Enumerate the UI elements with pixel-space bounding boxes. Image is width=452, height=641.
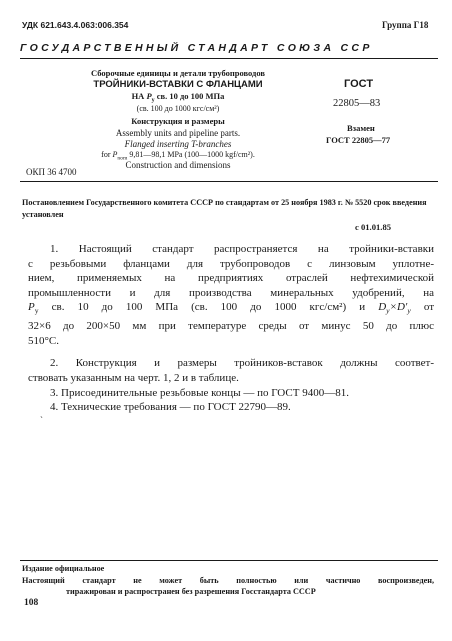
gost-label: ГОСТ [344,78,374,90]
copyright-line-2: тиражирован и распространен без разрешения Госстандарта СССР [66,587,316,596]
p1-line-5a: св. 10 до 100 МПа (св. 100 до 1000 кгс/см²) и [51,301,366,314]
title-pressure-suffix: св. 10 до 100 МПа [156,91,225,101]
official-edition: Издание официальное [22,564,105,573]
title-english-2: Flanged inserting T-branches [124,139,232,149]
bottom-divider [20,560,438,561]
okp-code: ОКП 36 4700 [26,167,77,177]
pressure-symbol-body: P [28,301,35,314]
top-divider [20,58,438,59]
english-pressure-symbol: P [112,150,118,159]
p1-line-3: нием, применяемых на предприятиях отраслей нефтехимической [28,272,434,285]
title-english-1: Assembly units and pipeline parts. [115,128,241,138]
stray-mark: ˎ [40,408,43,418]
p4-line: 4. Технические требования — по ГОСТ 22790—89. [50,401,291,413]
paragraph-4 [28,400,434,415]
replace-label: Взамен [347,123,375,133]
p2-line-2: ствовать указанным на черт. 1, 2 и в таблице. [28,371,239,384]
p3-line: 3. Присоединительные резьбовые концы — по ГОСТ 9400—81. [50,387,349,399]
p1-line-5 [28,300,434,319]
page-number: 108 [24,598,39,608]
title-main: ТРОЙНИКИ-ВСТАВКИ С ФЛАНЦАМИ [93,79,263,90]
okp-divider [20,181,438,182]
p2-line-1: 2. Конструкция и размеры тройников-вставок должны соответ- [50,357,434,369]
diameter-symbol: $D_y\times D'_y$ [378,301,411,316]
pressure-symbol: P [146,91,152,101]
paragraph-3 [28,386,434,401]
title-english-3: Construction and dimensions [125,160,231,170]
p1-line-4: промышленности и для производства минеральных удобрений, на [28,286,434,299]
title-line-1: Сборочные единицы и детали трубопроводов [91,68,265,78]
group-code: Группа Г18 [382,20,429,30]
p1-line-2: с резьбовыми фланцами для трубопроводов с линзовым уплотне- [28,257,434,270]
pressure-sub-body: у [34,306,39,316]
copyright-line-1: Настоящий стандарт не может быть полностью или частично воспроизведен, [22,576,434,585]
udk-code: УДК 621.643.4.063:006.354 [22,20,129,30]
title-pressure-prefix: НА [131,91,145,101]
p1-line-5b: от [423,301,435,314]
english-pressure-prefix: for [101,150,111,159]
p1-line-6: 32×6 до 200×50 мм при температуре среды от минус 50 до плюс [28,320,434,333]
title-construction: Конструкция и размеры [131,116,225,126]
decree-text: Постановлением Государственного комитета СССР по стандартам от 25 ноября 1983 г. № 5520 срок введения установлен [22,198,427,219]
p1-line-1: 1. Настоящий стандарт распространяется на тройники-вставки [50,243,434,255]
title-pressure-kgf: (св. 100 до 1000 кгс/см²) [136,104,220,113]
paragraph-2 [28,356,434,385]
pressure-subscript: у [151,97,155,104]
paragraph-1 [28,242,434,348]
standard-name: ГОСУДАРСТВЕННЫЙ СТАНДАРТ СОЮЗА ССР [20,42,373,54]
english-pressure-suffix: 9,81—98,1 MPa (100—1000 kgf/cm²). [129,150,255,159]
intro-date: с 01.01.85 [355,222,392,232]
p1-line-7: 510°С. [28,334,59,347]
gost-number: 22805—83 [333,98,381,109]
english-pressure-subscript: nom [117,155,128,162]
title-pressure-line [78,91,278,104]
replace-number: ГОСТ 22805—77 [326,135,391,145]
